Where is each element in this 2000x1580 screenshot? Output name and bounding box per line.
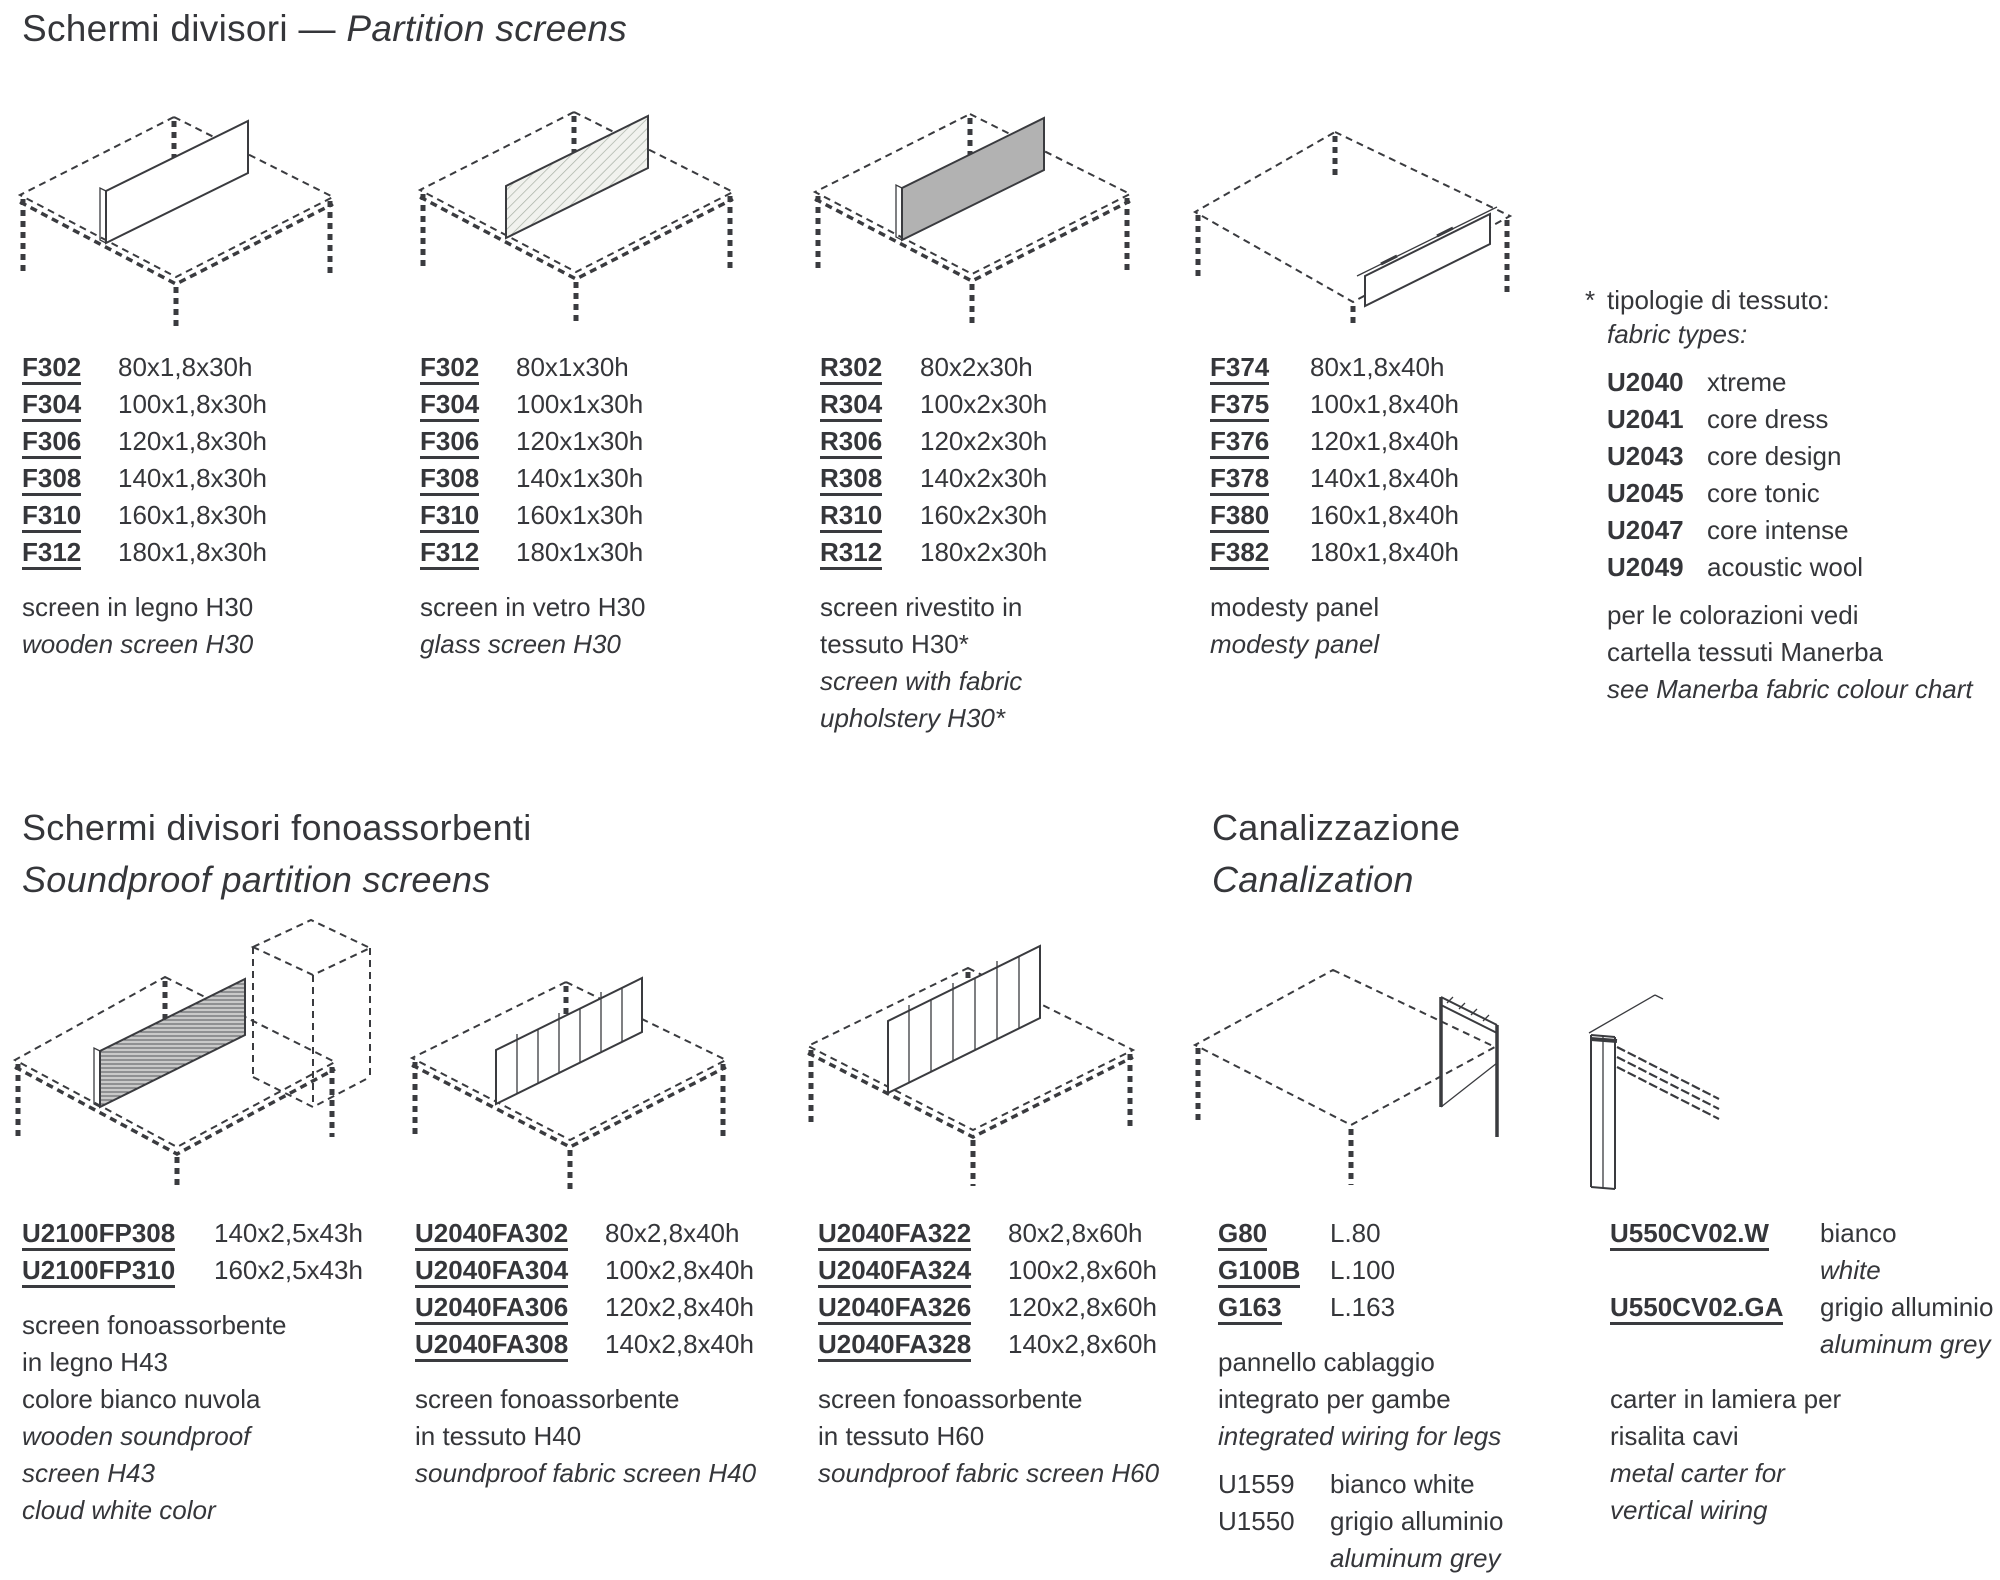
product-row	[1218, 1255, 1503, 1292]
finish-label-en: aluminum grey	[1820, 1329, 1991, 1359]
product-row	[820, 500, 1047, 537]
drawing-glass-screen-desk	[408, 90, 743, 325]
drawing-wiring-panel-desk	[1183, 955, 1523, 1190]
product-code: U2100FP308	[22, 1220, 175, 1251]
product-code: R304	[820, 391, 882, 422]
product-code: F306	[22, 428, 81, 459]
drawing-soundproof-fabric-h60-desk	[788, 928, 1148, 1190]
product-code-cell	[1218, 1506, 1330, 1537]
product-code-cell	[1210, 352, 1310, 385]
product-code-cell	[22, 352, 118, 385]
product-code-cell	[820, 500, 920, 533]
product-row	[22, 426, 267, 463]
product-row	[22, 537, 267, 574]
product-code-cell	[820, 463, 920, 496]
product-code-cell	[1218, 1292, 1330, 1325]
product-dimensions: 100x1x30h	[516, 389, 644, 419]
heading-soundproof-it: Schermi divisori fonoassorbenti	[22, 807, 532, 848]
product-code-cell	[420, 537, 516, 570]
product-code-cell	[1210, 389, 1310, 422]
product-code-cell	[818, 1255, 1008, 1288]
product-row	[22, 1218, 363, 1255]
product-row	[420, 426, 645, 463]
product-dimensions: 120x1x30h	[516, 426, 644, 456]
description-line: screen fonoassorbente	[415, 1384, 680, 1414]
product-row	[820, 389, 1047, 426]
product-code: F382	[1210, 539, 1269, 570]
product-code-cell	[22, 500, 118, 533]
product-code-cell	[415, 1218, 605, 1251]
product-code: F304	[420, 391, 479, 422]
product-code-cell	[818, 1218, 1008, 1251]
fabric-name: core intense	[1707, 515, 1849, 545]
product-code: F374	[1210, 354, 1269, 385]
fabric-name: xtreme	[1707, 367, 1787, 397]
product-code: F308	[420, 465, 479, 496]
description-line: screen H43	[22, 1458, 155, 1488]
product-dimensions: 120x1,8x30h	[118, 426, 267, 456]
description-line: soundproof fabric screen H40	[415, 1458, 757, 1488]
finish-label-it: grigio alluminio	[1820, 1292, 1994, 1322]
product-code: U1559	[1218, 1469, 1295, 1499]
product-code-cell	[420, 500, 516, 533]
product-dimensions: 80x1,8x30h	[118, 352, 253, 382]
product-row	[1210, 463, 1459, 500]
product-code: F310	[22, 502, 81, 533]
product-dimensions: 160x1,8x30h	[118, 500, 267, 530]
product-row	[1607, 515, 1973, 552]
product-row	[415, 1218, 756, 1255]
fabric-code-cell	[1607, 515, 1707, 546]
description-line: pannello cablaggio	[1218, 1347, 1435, 1377]
product-row	[818, 1292, 1159, 1329]
description-line: screen fonoassorbente	[22, 1310, 287, 1340]
product-dimensions: 140x2x30h	[920, 463, 1048, 493]
product-row	[1210, 352, 1459, 389]
product-row	[1218, 1469, 1503, 1506]
product-code: R302	[820, 354, 882, 385]
product-column-fabric-screen	[820, 352, 1047, 737]
product-code-cell	[818, 1329, 1008, 1362]
description-line: carter in lamiera per	[1610, 1384, 1842, 1414]
product-dimensions: 120x2,8x40h	[605, 1292, 754, 1322]
product-code: U2040FA304	[415, 1257, 568, 1288]
product-code: F375	[1210, 391, 1269, 422]
product-row	[420, 352, 645, 389]
product-code-cell	[1610, 1292, 1820, 1325]
product-row	[420, 500, 645, 537]
product-row	[1610, 1255, 1993, 1292]
product-code: F380	[1210, 502, 1269, 533]
product-row	[420, 463, 645, 500]
product-column-modesty-panel	[1210, 352, 1459, 663]
description-line: glass screen H30	[420, 629, 621, 659]
product-column-glass-screen	[420, 352, 645, 663]
product-code-cell	[415, 1329, 605, 1362]
product-code-cell	[1218, 1469, 1330, 1500]
description-line: cartella tessuti Manerba	[1607, 637, 1884, 667]
product-row	[415, 1255, 756, 1292]
product-row	[1218, 1218, 1503, 1255]
description-line: integrato per gambe	[1218, 1384, 1451, 1414]
description-line: screen in vetro H30	[420, 592, 646, 622]
description-line: vertical wiring	[1610, 1495, 1768, 1525]
product-code-cell	[1218, 1255, 1330, 1288]
drawing-modesty-panel-desk	[1185, 118, 1535, 323]
product-dimensions: 80x2,8x40h	[605, 1218, 740, 1248]
product-code: U2040FA302	[415, 1220, 568, 1251]
product-dimensions: 140x2,8x40h	[605, 1329, 754, 1359]
product-row	[1218, 1506, 1503, 1543]
product-dimensions: 160x1x30h	[516, 500, 644, 530]
product-column-wiring-panel	[1218, 1218, 1503, 1580]
description-line: modesty panel	[1210, 629, 1380, 659]
heading-soundproof-en: Soundproof partition screens	[22, 859, 491, 900]
drawing-soundproof-wood-desk	[5, 915, 375, 1190]
product-column-soundproof-fabric-h40	[415, 1218, 756, 1492]
product-row	[1607, 441, 1973, 478]
product-dimensions: 80x1,8x40h	[1310, 352, 1445, 382]
finish-label-it: bianco white	[1330, 1469, 1475, 1499]
product-code: F304	[22, 391, 81, 422]
product-dimensions: 80x2x30h	[920, 352, 1033, 382]
product-code: G163	[1218, 1294, 1282, 1325]
product-row	[1218, 1543, 1503, 1580]
description-line: in tessuto H40	[415, 1421, 582, 1451]
description-line: in tessuto H60	[818, 1421, 985, 1451]
product-row	[1607, 478, 1973, 515]
product-code-cell	[818, 1292, 1008, 1325]
product-code-cell	[1218, 1218, 1330, 1251]
product-code: U2040FA306	[415, 1294, 568, 1325]
product-dimensions: 120x2,8x60h	[1008, 1292, 1157, 1322]
note-title-it: * tipologie di tessuto:	[1585, 285, 1830, 315]
product-code-cell	[420, 426, 516, 459]
description-line: soundproof fabric screen H60	[818, 1458, 1160, 1488]
product-code-cell	[1210, 500, 1310, 533]
drawing-vertical-carter	[1555, 975, 1755, 1210]
product-code: F310	[420, 502, 479, 533]
description-line: see Manerba fabric colour chart	[1607, 674, 1973, 704]
page-title-it: Schermi divisori —	[22, 8, 336, 49]
description-line: tessuto H30*	[820, 629, 969, 659]
product-dimensions: 160x2x30h	[920, 500, 1048, 530]
product-row	[1610, 1329, 1993, 1366]
product-code: U2040FA326	[818, 1294, 971, 1325]
product-row	[22, 500, 267, 537]
description-line: screen rivestito in	[820, 592, 1023, 622]
product-code: F302	[420, 354, 479, 385]
product-code: U2040FA324	[818, 1257, 971, 1288]
product-row	[22, 463, 267, 500]
product-code: F302	[22, 354, 81, 385]
product-code-cell	[420, 463, 516, 496]
product-code: F308	[22, 465, 81, 496]
product-column-soundproof-wood	[22, 1218, 363, 1529]
finish-label-en: white	[1820, 1255, 1881, 1285]
description-line: screen with fabric	[820, 666, 1023, 696]
product-row	[420, 389, 645, 426]
product-dimensions: L.100	[1330, 1255, 1396, 1285]
drawing-soundproof-fabric-h40-desk	[398, 952, 738, 1192]
product-row	[415, 1329, 756, 1366]
product-column-cable-carter	[1610, 1218, 1993, 1529]
page-title-en: Partition screens	[346, 8, 628, 49]
footnote-asterisk: *	[1585, 285, 1596, 315]
product-code-cell	[22, 1218, 214, 1251]
product-row	[1607, 404, 1973, 441]
product-code: F376	[1210, 428, 1269, 459]
product-row	[415, 1292, 756, 1329]
product-dimensions: L.80	[1330, 1218, 1381, 1248]
product-row	[1210, 537, 1459, 574]
product-row	[820, 463, 1047, 500]
product-row	[818, 1255, 1159, 1292]
product-row	[820, 537, 1047, 574]
product-code: G100B	[1218, 1257, 1300, 1288]
product-code-cell	[1210, 537, 1310, 570]
description-line: upholstery H30*	[820, 703, 1005, 733]
product-code: U2040FA308	[415, 1331, 568, 1362]
product-row	[1210, 426, 1459, 463]
finish-label-en: aluminum grey	[1330, 1543, 1501, 1573]
product-dimensions: 180x1x30h	[516, 537, 644, 567]
product-code-cell	[820, 352, 920, 385]
description-line: screen in legno H30	[22, 592, 254, 622]
product-dimensions: 120x2x30h	[920, 426, 1048, 456]
product-dimensions: 100x1,8x30h	[118, 389, 267, 419]
fabric-code-cell	[1607, 441, 1707, 472]
description-line: cloud white color	[22, 1495, 216, 1525]
product-code-cell	[820, 426, 920, 459]
product-row	[820, 352, 1047, 389]
product-dimensions: 100x2,8x60h	[1008, 1255, 1157, 1285]
product-code: F378	[1210, 465, 1269, 496]
product-dimensions: 160x1,8x40h	[1310, 500, 1459, 530]
product-code-cell	[22, 1255, 214, 1288]
product-code-cell	[820, 389, 920, 422]
product-row	[1218, 1292, 1503, 1329]
description-line: metal carter for	[1610, 1458, 1785, 1488]
product-dimensions: 140x1x30h	[516, 463, 644, 493]
section-heading-soundproof	[22, 802, 532, 906]
fabric-code: U2043	[1607, 441, 1684, 471]
product-row	[1607, 367, 1973, 404]
fabric-name: core tonic	[1707, 478, 1820, 508]
fabric-code-cell	[1607, 367, 1707, 398]
description-line: modesty panel	[1210, 592, 1380, 622]
product-code: F306	[420, 428, 479, 459]
product-code-cell	[820, 537, 920, 570]
product-dimensions: 180x1,8x30h	[118, 537, 267, 567]
product-dimensions: 100x1,8x40h	[1310, 389, 1459, 419]
product-code: F312	[420, 539, 479, 570]
product-dimensions: L.163	[1330, 1292, 1396, 1322]
product-row	[420, 537, 645, 574]
product-code: U2040FA328	[818, 1331, 971, 1362]
product-row	[22, 1255, 363, 1292]
product-code-cell	[22, 537, 118, 570]
product-code: U550CV02.GA	[1610, 1294, 1783, 1325]
description-line: in legno H43	[22, 1347, 168, 1377]
product-row	[818, 1218, 1159, 1255]
product-dimensions: 140x1,8x40h	[1310, 463, 1459, 493]
product-code: R312	[820, 539, 882, 570]
product-code-cell	[1210, 426, 1310, 459]
product-row	[820, 426, 1047, 463]
fabric-name: acoustic wool	[1707, 552, 1864, 582]
product-code: U550CV02.W	[1610, 1220, 1769, 1251]
product-row	[1607, 552, 1973, 589]
product-code: U2040FA322	[818, 1220, 971, 1251]
product-dimensions: 100x2,8x40h	[605, 1255, 754, 1285]
description-line: colore bianco nuvola	[22, 1384, 261, 1414]
heading-canalization-it: Canalizzazione	[1212, 807, 1461, 848]
product-column-wooden-screen	[22, 352, 267, 663]
finish-label-it: bianco	[1820, 1218, 1897, 1248]
section-heading-canalization	[1212, 802, 1460, 906]
fabric-code: U2041	[1607, 404, 1684, 434]
product-dimensions: 180x1,8x40h	[1310, 537, 1459, 567]
product-column-soundproof-fabric-h60	[818, 1218, 1159, 1492]
finish-label-it: grigio alluminio	[1330, 1506, 1504, 1536]
fabric-code: U2049	[1607, 552, 1684, 582]
description-line: risalita cavi	[1610, 1421, 1739, 1451]
product-row	[1210, 389, 1459, 426]
heading-canalization-en: Canalization	[1212, 859, 1414, 900]
fabric-code: U2045	[1607, 478, 1684, 508]
note-title-en: fabric types:	[1607, 319, 1748, 349]
product-code-cell	[415, 1255, 605, 1288]
product-row	[1610, 1292, 1993, 1329]
fabric-code-cell	[1607, 404, 1707, 435]
product-code-cell	[22, 389, 118, 422]
description-line: per le colorazioni vedi	[1607, 600, 1859, 630]
description-line: wooden soundproof	[22, 1421, 251, 1451]
product-code-cell	[420, 389, 516, 422]
product-code: F312	[22, 539, 81, 570]
fabric-code: U2040	[1607, 367, 1684, 397]
fabric-code: U2047	[1607, 515, 1684, 545]
product-dimensions: 100x2x30h	[920, 389, 1048, 419]
product-code-cell	[415, 1292, 605, 1325]
product-code: R306	[820, 428, 882, 459]
product-dimensions: 120x1,8x40h	[1310, 426, 1459, 456]
fabric-code-cell	[1607, 552, 1707, 583]
product-dimensions: 140x1,8x30h	[118, 463, 267, 493]
product-code-cell	[22, 426, 118, 459]
product-code: R310	[820, 502, 882, 533]
fabric-name: core dress	[1707, 404, 1829, 434]
product-code-cell	[420, 352, 516, 385]
product-dimensions: 140x2,5x43h	[214, 1218, 363, 1248]
fabric-code-cell	[1607, 478, 1707, 509]
product-dimensions: 140x2,8x60h	[1008, 1329, 1157, 1359]
fabric-types-note	[1585, 285, 1973, 708]
product-code: U2100FP310	[22, 1257, 175, 1288]
product-code-cell	[1610, 1218, 1820, 1251]
description-line: screen fonoassorbente	[818, 1384, 1083, 1414]
product-dimensions: 160x2,5x43h	[214, 1255, 363, 1285]
product-dimensions: 180x2x30h	[920, 537, 1048, 567]
product-code: U1550	[1218, 1506, 1295, 1536]
page-title	[22, 8, 627, 50]
description-line: integrated wiring for legs	[1218, 1421, 1502, 1451]
fabric-name: core design	[1707, 441, 1842, 471]
product-row	[818, 1329, 1159, 1366]
product-code: R308	[820, 465, 882, 496]
product-code-cell	[1210, 463, 1310, 496]
description-line: wooden screen H30	[22, 629, 254, 659]
product-row	[1210, 500, 1459, 537]
product-dimensions: 80x1x30h	[516, 352, 629, 382]
product-row	[22, 389, 267, 426]
drawing-fabric-screen-desk	[800, 92, 1145, 327]
drawing-wooden-screen-desk	[8, 95, 343, 330]
product-code-cell	[22, 463, 118, 496]
product-dimensions: 80x2,8x60h	[1008, 1218, 1143, 1248]
product-code: G80	[1218, 1220, 1267, 1251]
product-row	[1610, 1218, 1993, 1255]
product-row	[22, 352, 267, 389]
